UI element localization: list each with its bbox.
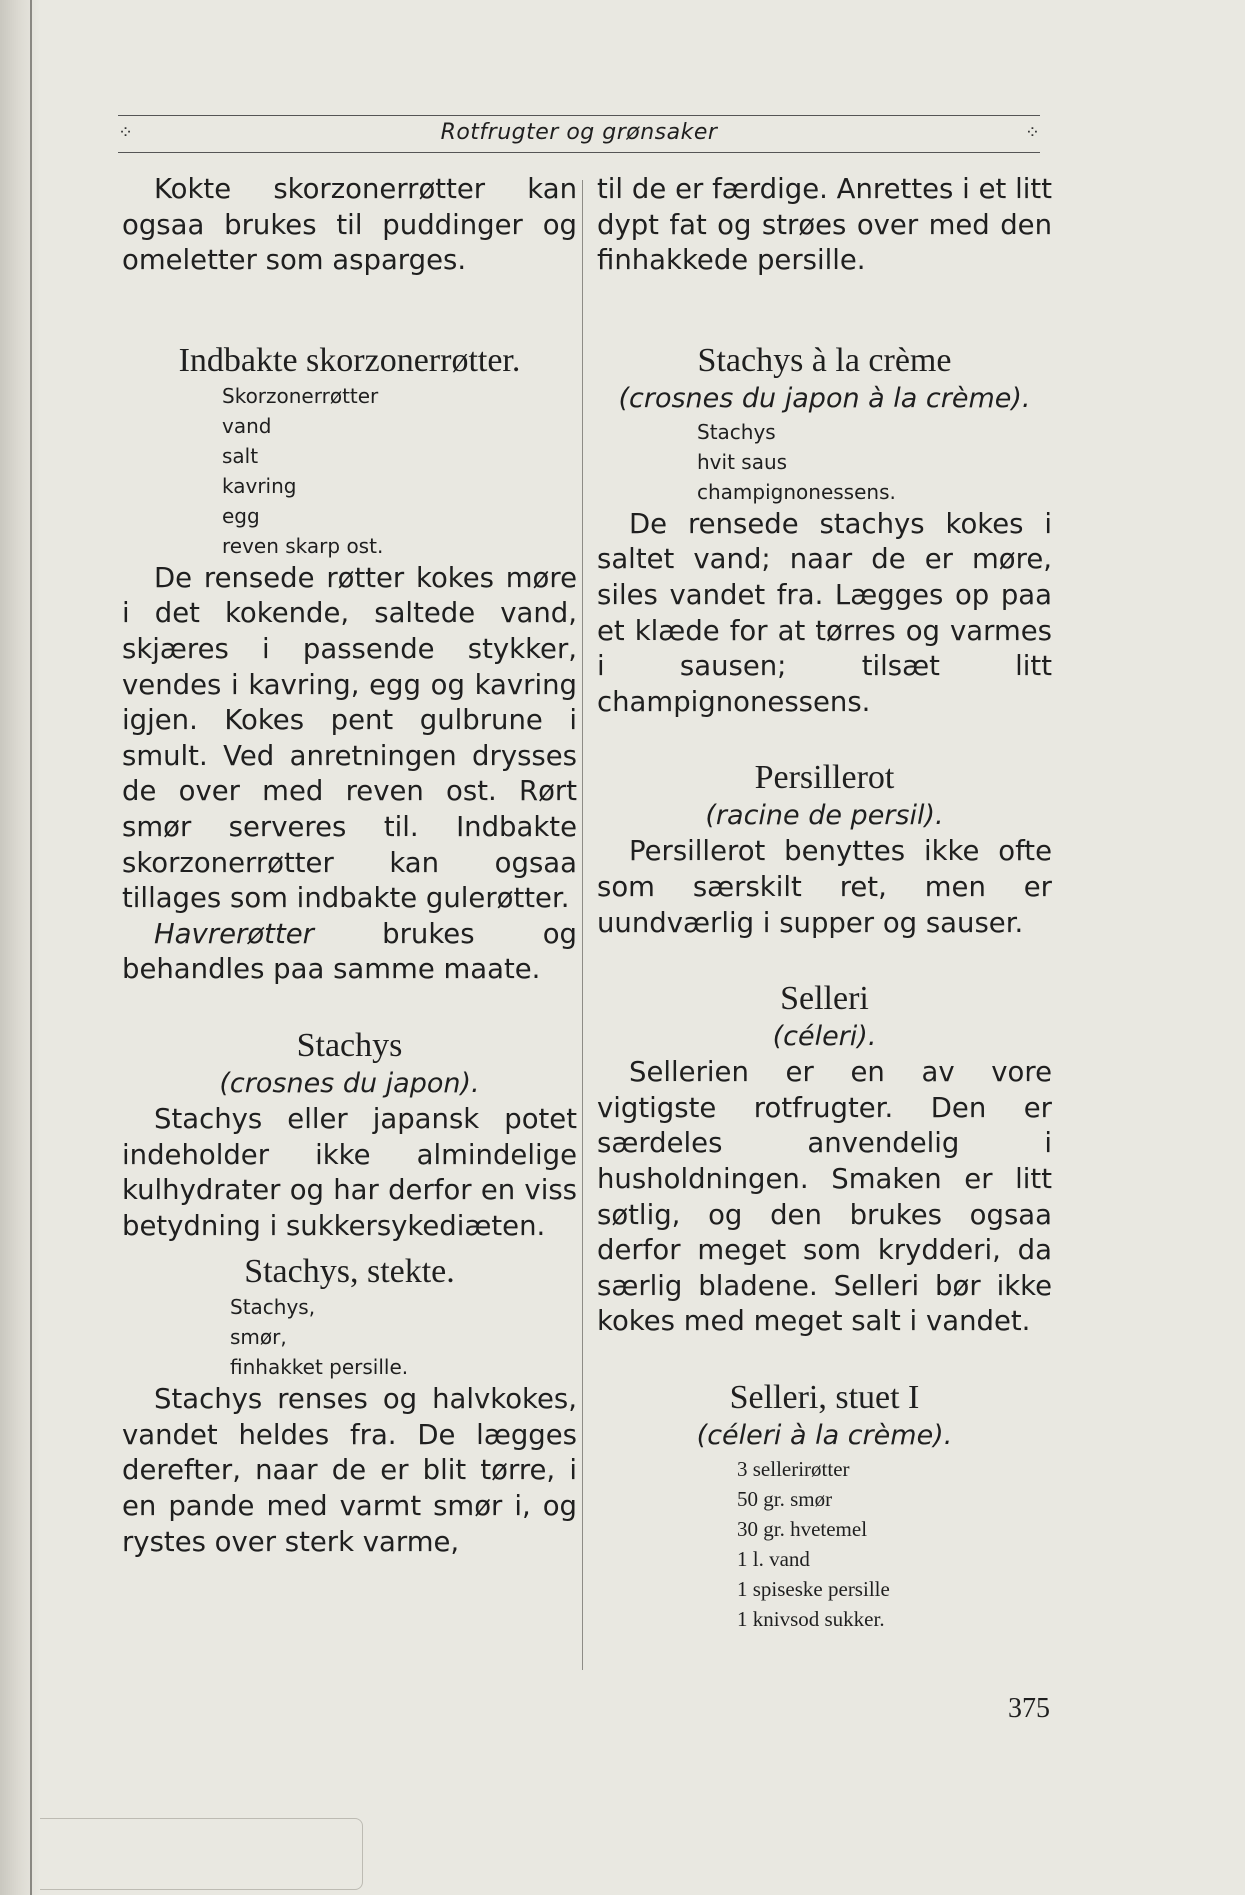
- recipe-subtitle: (racine de persil).: [705, 800, 944, 832]
- ingredient-item: finhakket persille.: [230, 1355, 409, 1380]
- ingredient-item: Stachys,: [230, 1295, 316, 1320]
- recipe-title: Stachys, stekte.: [244, 1253, 455, 1291]
- ingredient-list: [597, 1454, 1052, 1634]
- ingredient-item: 50 gr. smør: [737, 1486, 833, 1511]
- ingredient-item: 1 spiseske persille: [737, 1576, 890, 1601]
- ingredient-item: 30 gr. hvetemel: [737, 1516, 868, 1541]
- page-number: 375: [1008, 1693, 1050, 1724]
- ingredient-list: [122, 1292, 577, 1382]
- ingredient-list: [597, 417, 1052, 507]
- ingredient-item: Skorzonerrøtter: [222, 383, 379, 408]
- recipe-body: Sellerien er en av vore vigtigste rotfrugter. Den er særdeles anvendelig i husholdningen. Smaken er litt søtlig, og den brukes ogsaa derfor meget som krydderi, da særlig bladene. Selleri bør ikke kokes med meget salt i vandet.: [597, 1056, 1052, 1338]
- right-column: [597, 172, 1052, 1692]
- recipe-title: Selleri: [780, 980, 869, 1018]
- book-spine: [0, 0, 40, 1895]
- recipe-note-italic: Havrerøtter: [154, 917, 314, 950]
- recipe-title: Indbakte skorzonerrøtter.: [178, 341, 521, 379]
- recipe-title: Selleri, stuet I: [729, 1378, 920, 1416]
- page-tab-mark: [40, 1818, 363, 1890]
- ornament-right-icon: ⁘: [1024, 122, 1040, 143]
- recipe-body: Persillerot benyttes ikke ofte som særskilt ret, men er uundværlig i supper og sauser.: [597, 835, 1052, 939]
- recipe-body: De rensede stachys kokes i saltet vand; naar de er møre, siles vandet fra. Lægges op paa et klæde for at tørres og varmes i sausen; tilsæt litt champignonessens.: [597, 507, 1052, 718]
- recipe-subtitle: (céleri à la crème).: [696, 1419, 953, 1451]
- ingredient-item: egg: [222, 503, 260, 528]
- running-header: [118, 115, 1040, 153]
- recipe-title: Persillerot: [754, 759, 895, 797]
- ingredient-item: reven skarp ost.: [222, 533, 384, 558]
- recipe-note: [122, 917, 577, 988]
- ingredient-list: [122, 381, 577, 561]
- recipe-subtitle: (crosnes du japon à la crème).: [618, 382, 1031, 414]
- ornament-left-icon: ⁘: [118, 122, 134, 143]
- left-column: [122, 172, 577, 1692]
- ingredient-item: salt: [222, 443, 259, 468]
- recipe-subtitle: (crosnes du japon).: [219, 1067, 480, 1099]
- ingredient-item: Stachys: [697, 419, 776, 444]
- ingredient-item: champignonessens.: [697, 479, 896, 504]
- ingredient-item: smør,: [230, 1325, 287, 1350]
- continuation-paragraph: til de er færdige. Anrettes i et litt dypt fat og strøes over med den finhakkede persille.: [597, 173, 1052, 277]
- column-divider: [582, 180, 583, 1670]
- ingredient-item: hvit saus: [697, 449, 788, 474]
- recipe-title: Stachys à la crème: [697, 341, 952, 379]
- recipe-note-text: brukes og behandles paa samme maate.: [122, 917, 577, 986]
- ingredient-item: vand: [222, 413, 272, 438]
- recipe-body: Stachys renses og halvkokes, vandet heldes fra. De lægges derefter, naar de er blit tørre, i en pande med varmt smør i, og rystes over sterk varme,: [122, 1383, 577, 1558]
- ingredient-item: 1 knivsod sukker.: [737, 1606, 885, 1631]
- intro-paragraph: Kokte skorzonerrøtter kan ogsaa brukes til puddinger og omeletter som asparges.: [122, 173, 577, 277]
- ingredient-item: kavring: [222, 473, 297, 498]
- recipe-title: Stachys: [296, 1026, 403, 1064]
- recipe-subtitle: (céleri).: [772, 1021, 877, 1053]
- ingredient-item: 3 sellerirøtter: [737, 1456, 850, 1481]
- recipe-body: Stachys eller japansk potet indeholder ikke almindelige kulhydrater og har derfor en viss betydning i sukkersykediæten.: [122, 1102, 577, 1242]
- running-header-title: Rotfrugter og grønsaker: [440, 120, 718, 145]
- ingredient-item: 1 l. vand: [737, 1546, 810, 1571]
- recipe-body: De rensede røtter kokes møre i det kokende, saltede vand, skjæres i passende stykker, vendes i kavring, egg og kavring igjen. Kokes pent gulbrune i smult. Ved anretningen drysses de over med reven ost. Rørt smør serveres til. Indbakte skorzonerrøtter kan ogsaa tillages som indbakte gulerøtter.: [122, 561, 577, 915]
